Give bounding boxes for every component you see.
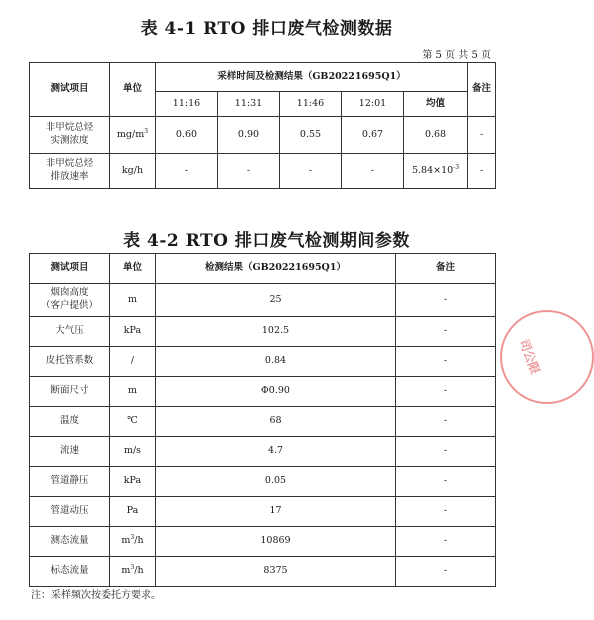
row-unit: kg/h: [110, 154, 156, 189]
row-unit: m/s: [110, 437, 156, 467]
unit-sup: 3: [130, 563, 135, 571]
table2-title: 表 4-2 RTO 排口废气检测期间参数: [123, 231, 410, 251]
cell-remark: -: [468, 154, 496, 189]
unit-tail: /h: [134, 535, 144, 547]
cell-remark: -: [396, 527, 496, 557]
avg-sup: -3: [453, 163, 460, 171]
header-time: 11:16: [156, 92, 218, 117]
emission-data-table: [29, 62, 496, 189]
table-row: [30, 437, 496, 467]
cell-value: -: [342, 154, 404, 189]
cell-value: 0.60: [156, 117, 218, 154]
row-item: 管道静压: [30, 467, 110, 497]
table-row: [30, 347, 496, 377]
table-row: [30, 117, 496, 154]
cell-average: [404, 154, 468, 189]
row-unit: /: [110, 347, 156, 377]
header-time: 12:01: [342, 92, 404, 117]
cell-result: 102.5: [156, 317, 396, 347]
cell-value: -: [280, 154, 342, 189]
company-seal: [500, 310, 594, 404]
row-item: [30, 284, 110, 317]
row-item: 断面尺寸: [30, 377, 110, 407]
header-time: 11:31: [218, 92, 280, 117]
cell-result: 0.84: [156, 347, 396, 377]
header-sampling-group: 采样时间及检测结果（GB20221695Q1）: [156, 63, 468, 92]
cell-remark: -: [396, 497, 496, 527]
row-item: 测态流量: [30, 527, 110, 557]
row-item: [30, 154, 110, 189]
header-time: 11:46: [280, 92, 342, 117]
cell-remark: -: [396, 407, 496, 437]
header-item: 测试项目: [30, 254, 110, 284]
table-row: [30, 317, 496, 347]
cell-value: -: [218, 154, 280, 189]
row-item: 管道动压: [30, 497, 110, 527]
unit-sup: 3: [144, 127, 149, 135]
header-result: 检测结果（GB20221695Q1）: [156, 254, 396, 284]
cell-remark: -: [396, 557, 496, 587]
table-header-row: [30, 63, 496, 92]
row-item: 皮托管系数: [30, 347, 110, 377]
table-header-row: [30, 254, 496, 284]
page-info: 第 5 页 共 5 页: [422, 50, 491, 61]
row-item: 流速: [30, 437, 110, 467]
header-item: 测试项目: [30, 63, 110, 117]
row-item: 温度: [30, 407, 110, 437]
header-unit: 单位: [110, 254, 156, 284]
row-unit: kPa: [110, 317, 156, 347]
row-item: [30, 117, 110, 154]
cell-remark: -: [468, 117, 496, 154]
cell-remark: -: [396, 317, 496, 347]
row-unit: [110, 527, 156, 557]
table-row: [30, 497, 496, 527]
cell-remark: -: [396, 437, 496, 467]
item-line: 烟囱高度: [50, 287, 89, 299]
cell-average: 0.68: [404, 117, 468, 154]
header-remark: 备注: [468, 63, 496, 117]
row-unit: [110, 557, 156, 587]
seal-text: 司公限: [516, 337, 543, 376]
cell-result: 8375: [156, 557, 396, 587]
cell-value: -: [156, 154, 218, 189]
cell-result: 25: [156, 284, 396, 317]
row-item: 大气压: [30, 317, 110, 347]
cell-result: 68: [156, 407, 396, 437]
cell-result: 10869: [156, 527, 396, 557]
avg-base: 5.84×10: [411, 164, 454, 176]
item-line: 非甲烷总烃: [45, 122, 94, 134]
item-line: 非甲烷总烃: [45, 158, 94, 170]
cell-result: 17: [156, 497, 396, 527]
row-unit: Pa: [110, 497, 156, 527]
table1-title: 表 4-1 RTO 排口废气检测数据: [140, 19, 393, 39]
header-unit: 单位: [110, 63, 156, 117]
unit-sup: 3: [130, 533, 135, 541]
header-average: 均值: [404, 92, 468, 117]
table-row: [30, 467, 496, 497]
cell-remark: -: [396, 467, 496, 497]
row-unit: [110, 117, 156, 154]
cell-remark: -: [396, 284, 496, 317]
header-remark: 备注: [396, 254, 496, 284]
cell-result: Φ0.90: [156, 377, 396, 407]
item-line: （客户提供）: [40, 300, 98, 311]
table-row: [30, 377, 496, 407]
cell-value: 0.90: [218, 117, 280, 154]
unit-base: m: [121, 535, 131, 547]
row-unit: ℃: [110, 407, 156, 437]
item-line: 实测浓度: [50, 135, 89, 146]
parameter-table: [29, 253, 496, 587]
item-line: 排放速率: [50, 171, 89, 182]
unit-tail: /h: [134, 565, 144, 577]
table-row: [30, 527, 496, 557]
table-row: [30, 557, 496, 587]
unit-base: mg/m: [116, 128, 145, 140]
cell-remark: -: [396, 347, 496, 377]
table-row: [30, 284, 496, 317]
unit-base: m: [121, 565, 131, 577]
cell-value: 0.55: [280, 117, 342, 154]
footnote: 注：采样频次按委托方要求。: [31, 590, 161, 601]
cell-value: 0.67: [342, 117, 404, 154]
cell-result: 0.05: [156, 467, 396, 497]
row-unit: m: [110, 377, 156, 407]
cell-remark: -: [396, 377, 496, 407]
row-unit: kPa: [110, 467, 156, 497]
table-row: [30, 154, 496, 189]
table-row: [30, 407, 496, 437]
cell-result: 4.7: [156, 437, 396, 467]
row-unit: m: [110, 284, 156, 317]
row-item: 标态流量: [30, 557, 110, 587]
